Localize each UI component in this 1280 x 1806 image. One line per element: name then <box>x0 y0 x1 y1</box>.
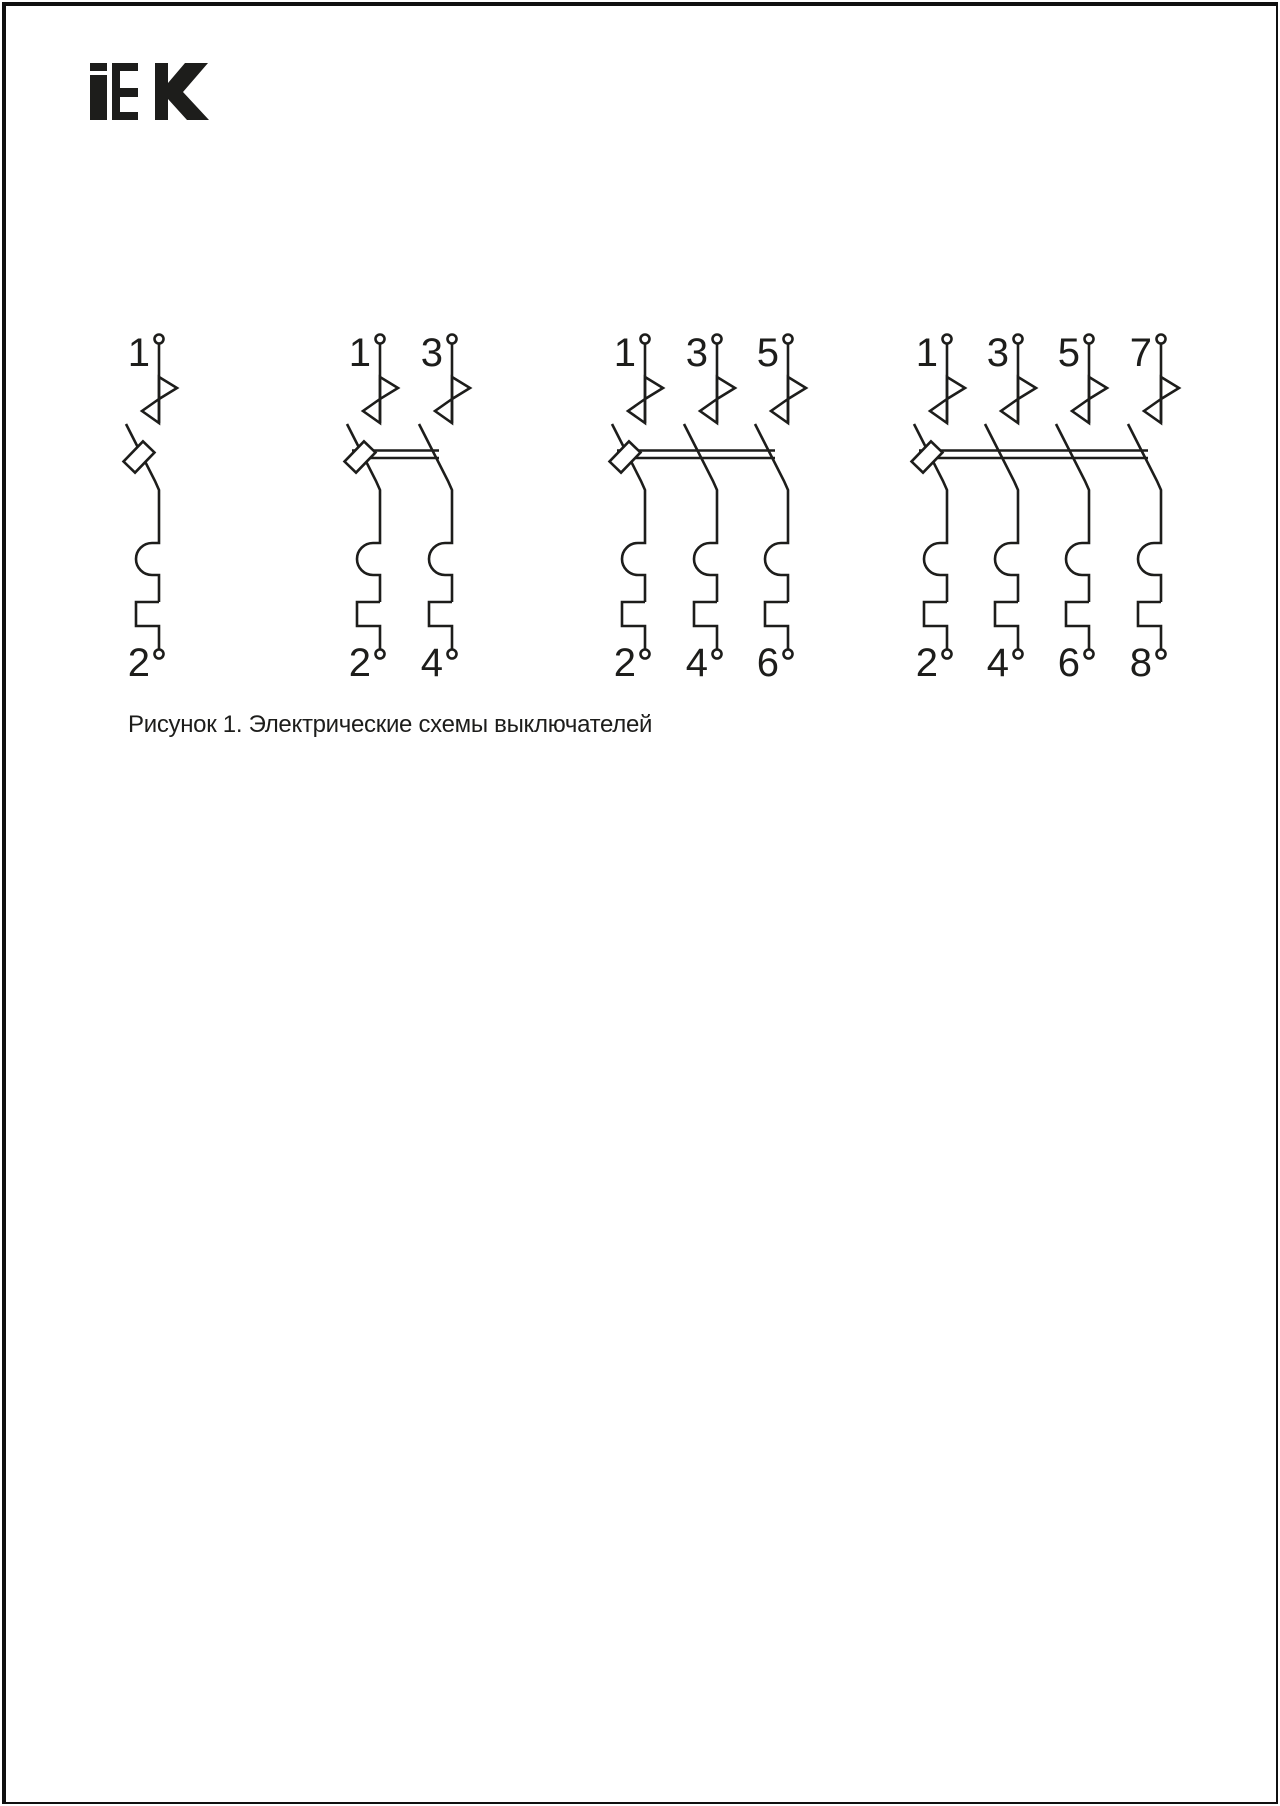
bottom-terminal <box>784 650 793 659</box>
breaker-triangle-lower <box>363 399 380 423</box>
breaker-triangle-lower <box>771 399 788 423</box>
magnetic-release-coil <box>1138 541 1161 602</box>
bottom-terminal-label: 4 <box>986 641 1009 685</box>
figure-caption: Рисунок 1. Электрические схемы выключателей <box>128 711 653 738</box>
bottom-terminal <box>1157 650 1166 659</box>
magnetic-release-coil <box>136 541 159 602</box>
breaker-pole <box>1128 331 1179 685</box>
breaker-triangle-upper <box>380 377 398 399</box>
breaker-triangle-upper <box>645 377 663 399</box>
breaker-pole <box>912 331 965 685</box>
breaker-triangle-upper <box>717 377 735 399</box>
breaker-triangle-upper <box>788 377 806 399</box>
top-terminal <box>155 335 164 344</box>
top-terminal <box>943 335 952 344</box>
breaker-diagram-3pole <box>610 331 806 685</box>
bottom-terminal-label: 6 <box>1057 641 1080 685</box>
contact-blade <box>1128 424 1161 541</box>
breaker-triangle-lower <box>142 399 159 423</box>
breaker-triangle-lower <box>628 399 645 423</box>
bottom-terminal <box>155 650 164 659</box>
contact-blade <box>1056 424 1089 541</box>
magnetic-release-coil <box>429 541 452 602</box>
bottom-terminal <box>1085 650 1094 659</box>
breaker-diagram-1pole <box>124 331 177 685</box>
breaker-triangle-lower <box>930 399 947 423</box>
release-element-rect <box>912 441 943 472</box>
bottom-terminal <box>376 650 385 659</box>
top-terminal <box>376 335 385 344</box>
bottom-terminal <box>641 650 650 659</box>
bottom-terminal-label: 8 <box>1129 641 1152 685</box>
breaker-triangle-lower <box>1001 399 1018 423</box>
top-terminal-label: 3 <box>420 331 443 375</box>
bottom-terminal-label: 4 <box>420 641 443 685</box>
breaker-diagram-2pole <box>345 331 470 685</box>
bottom-terminal-label: 2 <box>127 641 150 685</box>
breaker-pole <box>1056 331 1107 685</box>
breaker-pole <box>985 331 1036 685</box>
breaker-pole <box>755 331 806 685</box>
bottom-terminal-label: 2 <box>915 641 938 685</box>
bottom-terminal <box>943 650 952 659</box>
top-terminal-label: 5 <box>756 331 779 375</box>
breaker-triangle-lower <box>1072 399 1089 423</box>
bottom-terminal <box>448 650 457 659</box>
top-terminal-label: 1 <box>348 331 371 375</box>
breaker-diagram-4pole <box>912 331 1179 685</box>
top-terminal <box>713 335 722 344</box>
breaker-pole <box>684 331 735 685</box>
bottom-terminal <box>1014 650 1023 659</box>
breaker-triangle-lower <box>435 399 452 423</box>
bottom-terminal-label: 4 <box>685 641 708 685</box>
breaker-pole <box>345 331 398 685</box>
breaker-triangle-lower <box>700 399 717 423</box>
top-terminal <box>448 335 457 344</box>
top-terminal-label: 1 <box>915 331 938 375</box>
top-terminal-label: 7 <box>1129 331 1152 375</box>
top-terminal-label: 5 <box>1057 331 1080 375</box>
breaker-pole <box>610 331 663 685</box>
release-element-rect <box>610 441 641 472</box>
top-terminal-label: 1 <box>613 331 636 375</box>
magnetic-release-coil <box>622 541 645 602</box>
top-terminal-label: 1 <box>127 331 150 375</box>
breaker-pole <box>124 331 177 685</box>
bottom-terminal-label: 2 <box>613 641 636 685</box>
magnetic-release-coil <box>694 541 717 602</box>
top-terminal <box>784 335 793 344</box>
breaker-triangle-upper <box>1161 377 1179 399</box>
magnetic-release-coil <box>1066 541 1089 602</box>
contact-blade <box>419 424 452 541</box>
top-terminal <box>1157 335 1166 344</box>
bottom-terminal-label: 6 <box>756 641 779 685</box>
release-element-rect <box>345 441 376 472</box>
top-terminal <box>1085 335 1094 344</box>
bottom-terminal-label: 2 <box>348 641 371 685</box>
magnetic-release-coil <box>357 541 380 602</box>
breaker-triangle-lower <box>1144 399 1161 423</box>
breaker-triangle-upper <box>452 377 470 399</box>
schematic-canvas <box>0 0 1280 760</box>
breaker-triangle-upper <box>1089 377 1107 399</box>
bottom-terminal <box>713 650 722 659</box>
top-terminal-label: 3 <box>986 331 1009 375</box>
breaker-pole <box>419 331 470 685</box>
top-terminal <box>641 335 650 344</box>
top-terminal <box>1014 335 1023 344</box>
contact-blade <box>684 424 717 541</box>
breaker-triangle-upper <box>159 377 177 399</box>
magnetic-release-coil <box>924 541 947 602</box>
top-terminal-label: 3 <box>685 331 708 375</box>
release-element-rect <box>124 441 155 472</box>
magnetic-release-coil <box>995 541 1018 602</box>
contact-blade <box>755 424 788 541</box>
breaker-triangle-upper <box>947 377 965 399</box>
breaker-triangle-upper <box>1018 377 1036 399</box>
contact-blade <box>985 424 1018 541</box>
magnetic-release-coil <box>765 541 788 602</box>
